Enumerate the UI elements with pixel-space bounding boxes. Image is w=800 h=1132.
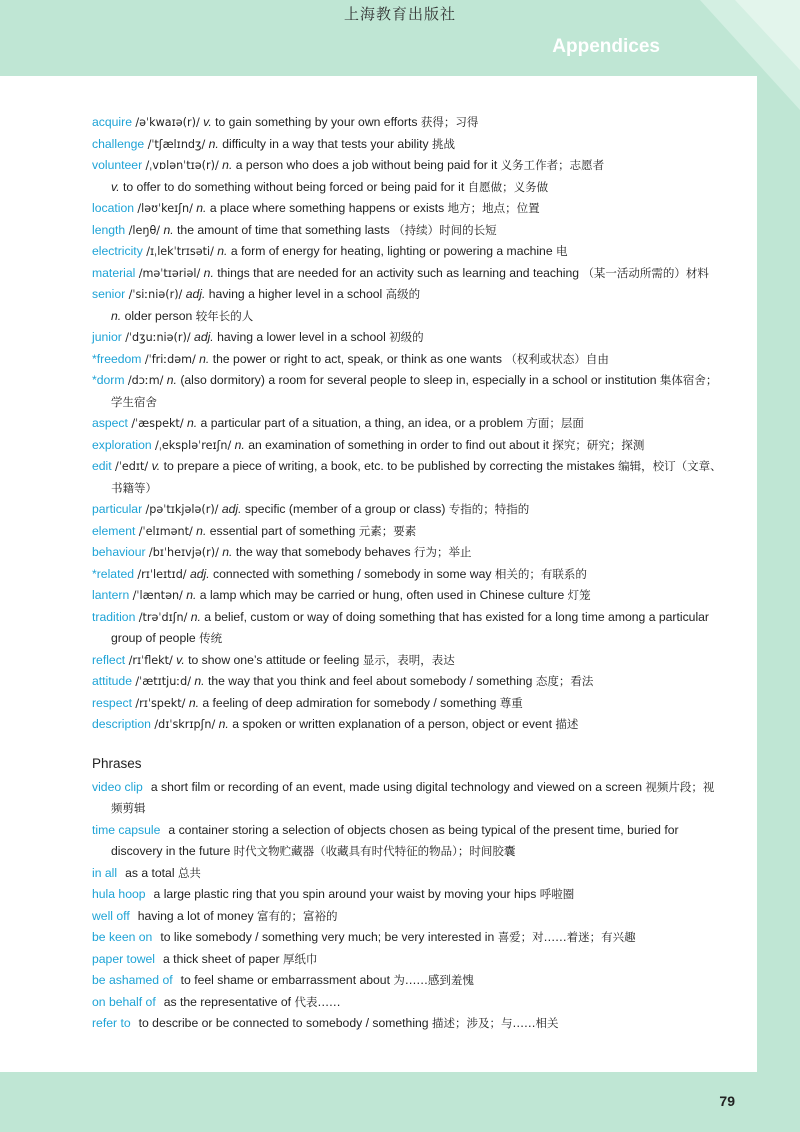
vocab-part-of-speech: n.: [188, 695, 199, 710]
vocab-definition: the way that somebody behaves: [235, 545, 411, 559]
vocab-word: particular: [92, 502, 143, 516]
vocab-translation: 尊重: [499, 695, 523, 710]
publisher-name: 上海教育出版社: [343, 5, 456, 23]
vocab-translation: 初级的: [389, 330, 424, 344]
vocab-translation: 探究；研究；探测: [552, 437, 645, 452]
vocab-entry: [92, 693, 724, 715]
phrase-translation: 代表……: [294, 994, 341, 1009]
vocab-word: lantern: [92, 588, 130, 602]
vocab-part-of-speech: n.: [203, 265, 214, 280]
vocab-part-of-speech: n.: [217, 244, 228, 258]
phrase-entry: [92, 1013, 724, 1035]
vocab-entry: [92, 499, 724, 521]
phrase-entry: [92, 927, 724, 949]
phrase-entry: [92, 949, 724, 971]
vocab-translation: 描述: [555, 717, 579, 731]
phrase-entry: [92, 777, 724, 820]
vocab-definition: a particular part of a situation, a thing, an idea, or a problem: [200, 416, 524, 430]
vocab-phonetic: /ˈætɪtjuːd/: [135, 675, 191, 688]
vocab-definition: a person who does a job without being paid for it: [235, 158, 498, 172]
vocab-part-of-speech: n.: [186, 588, 197, 602]
phrase-definition: a thick sheet of paper: [163, 951, 280, 966]
phrase-entry: [92, 820, 724, 863]
vocab-sub-definition: to offer to do something without being forced or being paid for it: [122, 179, 465, 194]
vocab-word: length: [92, 222, 126, 237]
vocab-entry: [92, 327, 724, 349]
vocab-translation: 义务工作者；志愿者: [500, 158, 605, 172]
vocab-phonetic: /ˈsiːniə(r)/: [128, 288, 183, 301]
vocab-part-of-speech: n.: [222, 158, 233, 172]
vocab-phonetic: /ˌvɒlənˈtɪə(r)/: [145, 159, 219, 172]
phrase-translation: 喜爱；对……着迷；有兴趣: [497, 930, 636, 944]
vocab-part-of-speech: adj.: [185, 287, 206, 301]
vocab-word: *freedom: [92, 351, 142, 366]
vocab-entry: [92, 585, 724, 607]
vocab-definition: difficulty in a way that tests your ability: [222, 136, 429, 151]
vocab-translation: 高级的: [385, 287, 421, 301]
phrase-term: be ashamed of: [92, 973, 173, 987]
vocab-phonetic: /ɪˌlekˈtrɪsəti/: [146, 245, 214, 258]
vocab-phonetic: /əˈkwaɪə(r)/: [135, 116, 200, 129]
vocab-part-of-speech: v.: [203, 115, 212, 129]
vocab-part-of-speech: adj.: [194, 330, 214, 344]
vocab-part-of-speech: n.: [218, 717, 229, 731]
vocab-entry: [92, 564, 724, 586]
vocab-phonetic: /ˌekspləˈreɪʃn/: [155, 438, 232, 452]
vocab-sub-part-of-speech: n.: [111, 308, 122, 323]
vocab-definition: an examination of something in order to find out about it: [248, 437, 550, 452]
vocab-phonetic: /ˈfriːdəm/: [144, 352, 196, 366]
phrase-definition: a short film or recording of an event, made using digital technology and viewed on a screen: [150, 779, 642, 794]
page-number: 79: [719, 1093, 735, 1109]
phrase-translation: 描述；涉及；与……相关: [431, 1016, 559, 1030]
vocab-phonetic: /ˈelɪmənt/: [138, 524, 193, 538]
vocab-translation: 地方；地点；位置: [447, 201, 540, 215]
vocab-phonetic: /ˈlæntən/: [132, 589, 183, 602]
vocab-word: aspect: [92, 416, 128, 430]
phrase-entry: [92, 906, 724, 928]
vocab-part-of-speech: n.: [166, 373, 177, 387]
vocab-part-of-speech: v.: [176, 652, 185, 667]
vocab-translation: 传统: [199, 631, 223, 645]
vocab-phonetic: /leŋθ/: [128, 223, 161, 237]
phrase-entry: [92, 884, 724, 906]
vocab-word: electricity: [92, 244, 143, 258]
vocab-phonetic: /bɪˈheɪvjə(r)/: [148, 546, 219, 559]
vocab-word: reflect: [92, 652, 126, 667]
vocab-entry: [92, 155, 724, 177]
vocab-phonetic: /trəˈdɪʃn/: [138, 610, 188, 624]
vocab-definition: a spoken or written explanation of a person, object or event: [232, 717, 552, 731]
vocab-entry: [92, 263, 724, 285]
vocab-definition: a belief, custom or way of doing something that has existed for a long time among a particular group of people: [111, 609, 709, 645]
phrase-term: be keen on: [92, 930, 153, 944]
phrase-translation: 视频片段；视频剪辑: [111, 779, 715, 815]
vocab-translation: 集体宿舍；学生宿舍: [111, 373, 718, 409]
phrase-translation: 厚纸巾: [282, 951, 318, 966]
vocab-word: junior: [92, 330, 122, 344]
vocab-part-of-speech: n.: [208, 136, 219, 151]
vocab-phonetic: /ˈæspekt/: [131, 417, 184, 430]
vocab-definition: things that are needed for an activity such as learning and teaching: [217, 265, 580, 280]
phrase-translation: 总共: [177, 865, 201, 880]
vocab-word: *dorm: [92, 373, 125, 387]
vocab-word: volunteer: [92, 158, 143, 172]
vocab-entry: [92, 542, 724, 564]
vocab-sub-part-of-speech: v.: [111, 179, 120, 194]
phrase-definition: having a lot of money: [137, 908, 254, 923]
vocab-phonetic: /pəˈtɪkjələ(r)/: [145, 503, 219, 516]
vocab-part-of-speech: n.: [190, 609, 201, 624]
vocab-translation: （权利或状态）自由: [505, 351, 609, 366]
phrase-term: video clip: [92, 779, 143, 794]
vocab-phonetic: /ˈdʒuːniə(r)/: [125, 331, 191, 344]
vocab-word: behaviour: [92, 545, 146, 559]
vocab-entry: [92, 370, 724, 413]
vocab-phonetic: /dɪˈskrɪpʃn/: [154, 718, 216, 731]
vocab-entry: [92, 349, 724, 371]
vocab-entry: [92, 112, 724, 134]
vocab-definition: a form of energy for heating, lighting or powering a machine: [230, 244, 553, 258]
vocab-part-of-speech: n.: [186, 416, 198, 430]
vocab-definition: specific (member of a group or class): [244, 502, 446, 516]
vocab-translation: 方面；层面: [526, 416, 584, 430]
vocab-phonetic: /ˈtʃælɪndʒ/: [147, 137, 206, 151]
vocab-word: attitude: [92, 674, 132, 688]
vocab-entry: [92, 607, 724, 650]
vocab-translation: 获得；习得: [420, 115, 479, 129]
phrase-translation: 为……感到羞愧: [393, 973, 474, 987]
phrase-term: refer to: [92, 1016, 131, 1030]
vocab-entry: [92, 241, 724, 263]
vocab-definition: to gain something by your own efforts: [215, 115, 418, 129]
vocab-sub-translation: 较年长的人: [195, 308, 254, 323]
vocab-translation: （某一活动所需的）材料: [582, 265, 709, 280]
vocab-phonetic: /ləʊˈkeɪʃn/: [137, 202, 193, 215]
vocab-word: acquire: [92, 115, 132, 129]
vocab-definition: essential part of something: [209, 523, 356, 538]
vocab-translation: 电: [556, 244, 568, 258]
vocab-translation: 行为；举止: [414, 545, 472, 559]
vocab-phonetic: /rɪˈleɪtɪd/: [137, 567, 187, 581]
vocab-phonetic: /rɪˈflekt/: [128, 653, 173, 667]
phrase-definition: to like somebody / something very much; be very interested in: [160, 930, 495, 944]
phrase-definition: to describe or be connected to somebody / something: [138, 1016, 429, 1030]
vocab-entry: [92, 650, 724, 672]
vocab-definition: a feeling of deep admiration for somebody / something: [202, 695, 497, 710]
vocab-phonetic: /məˈtɪəriəl/: [138, 266, 201, 280]
vocab-entry: [92, 413, 724, 435]
vocab-part-of-speech: n.: [234, 437, 245, 452]
vocab-part-of-speech: v.: [151, 459, 161, 473]
phrases-list: [92, 777, 724, 1035]
vocab-definition: having a lower level in a school: [217, 330, 386, 344]
phrase-term: on behalf of: [92, 994, 156, 1009]
phrase-definition: as the representative of: [163, 994, 292, 1009]
phrase-entry: [92, 863, 724, 885]
phrase-translation: 呼啦圈: [539, 887, 575, 901]
vocab-entry: [92, 714, 724, 736]
vocab-translation: 态度；看法: [535, 674, 594, 688]
vocab-translation: 挑战: [431, 136, 455, 151]
vocab-entry: [92, 284, 724, 306]
vocab-definition: connected with something / somebody in some way: [213, 566, 492, 581]
vocabulary-list: [92, 112, 724, 736]
vocab-definition: a lamp which may be carried or hung, often used in Chinese culture: [199, 588, 565, 602]
vocab-entry: [92, 456, 724, 499]
vocab-word: location: [92, 201, 135, 215]
vocab-translation: 专指的；特指的: [448, 502, 530, 516]
vocab-sub-translation: 自愿做；义务做: [467, 179, 549, 194]
vocab-part-of-speech: n.: [163, 222, 174, 237]
phrase-term: hula hoop: [92, 887, 146, 901]
vocab-part-of-speech: n.: [196, 523, 207, 538]
phrase-definition: to feel shame or embarrassment about: [180, 973, 390, 987]
vocab-word: material: [92, 265, 136, 280]
vocab-phonetic: /dɔːm/: [127, 374, 164, 387]
vocab-definition: to show one’s attitude or feeling: [188, 652, 360, 667]
vocab-entry: [92, 671, 724, 693]
phrase-term: time capsule: [92, 822, 161, 837]
phrases-heading: Phrases: [92, 755, 142, 771]
phrase-term: in all: [92, 865, 118, 880]
vocab-part-of-speech: adj.: [221, 502, 242, 516]
vocab-part-of-speech: n.: [222, 545, 233, 559]
vocab-sub-entry: [92, 306, 724, 328]
vocab-definition: a place where something happens or exists: [209, 201, 445, 215]
phrase-definition: a container storing a selection of objects chosen as being typical of the present time, buried for discovery in the future: [111, 822, 679, 858]
vocab-word: exploration: [92, 437, 152, 452]
vocab-translation: 灯笼: [567, 588, 591, 602]
vocab-word: edit: [92, 459, 112, 473]
vocab-word: description: [92, 717, 151, 731]
vocab-word: challenge: [92, 136, 145, 151]
phrase-term: well off: [92, 908, 130, 923]
vocab-sub-entry: [92, 177, 724, 199]
vocab-word: senior: [92, 287, 126, 301]
phrase-entry: [92, 970, 724, 992]
vocab-phonetic: /ˈedɪt/: [115, 460, 149, 473]
vocab-word: *related: [92, 566, 135, 581]
vocab-definition: the amount of time that something lasts: [177, 222, 390, 237]
vocab-translation: 编辑，校订（文章、书籍等）: [111, 459, 722, 495]
vocab-definition: to prepare a piece of writing, a book, etc. to be published by correcting the mistakes: [163, 459, 615, 473]
vocab-part-of-speech: adj.: [189, 566, 210, 581]
vocab-definition: (also dormitory) a room for several people to sleep in, especially in a school or institution: [180, 373, 657, 387]
vocab-part-of-speech: n.: [194, 674, 205, 688]
phrase-translation: 富有的；富裕的: [256, 908, 338, 923]
vocab-entry: [92, 134, 724, 156]
vocab-entry: [92, 198, 724, 220]
glossary-content: [92, 112, 724, 1035]
vocab-phonetic: /rɪˈspekt/: [135, 696, 186, 710]
phrase-definition: a large plastic ring that you spin around your waist by moving your hips: [153, 887, 537, 901]
vocab-translation: 显示，表明，表达: [362, 652, 455, 667]
footer-band: [0, 1072, 800, 1132]
phrase-definition: as a total: [125, 865, 175, 880]
right-margin-band: [757, 0, 800, 1132]
vocab-word: tradition: [92, 609, 136, 624]
vocab-word: respect: [92, 695, 132, 710]
vocab-translation: 元素；要素: [358, 523, 417, 538]
vocab-definition: the way that you think and feel about somebody / something: [207, 674, 533, 688]
vocab-word: element: [92, 523, 136, 538]
vocab-definition: having a higher level in a school: [208, 287, 383, 301]
vocab-entry: [92, 220, 724, 242]
phrase-term: paper towel: [92, 951, 156, 966]
vocab-sub-definition: older person: [124, 308, 193, 323]
vocab-entry: [92, 521, 724, 543]
vocab-translation: 相关的；有联系的: [494, 566, 587, 581]
section-title: Appendices: [552, 36, 660, 57]
phrase-entry: [92, 992, 724, 1014]
phrase-translation: 时代文物贮藏器（收藏具有时代特征的物品）；时间胶囊: [233, 844, 516, 858]
vocab-definition: the power or right to act, speak, or think as one wants: [212, 351, 502, 366]
vocab-entry: [92, 435, 724, 457]
vocab-translation: （持续）时间的长短: [393, 222, 497, 237]
vocab-part-of-speech: n.: [199, 351, 210, 366]
vocab-part-of-speech: n.: [196, 201, 207, 215]
